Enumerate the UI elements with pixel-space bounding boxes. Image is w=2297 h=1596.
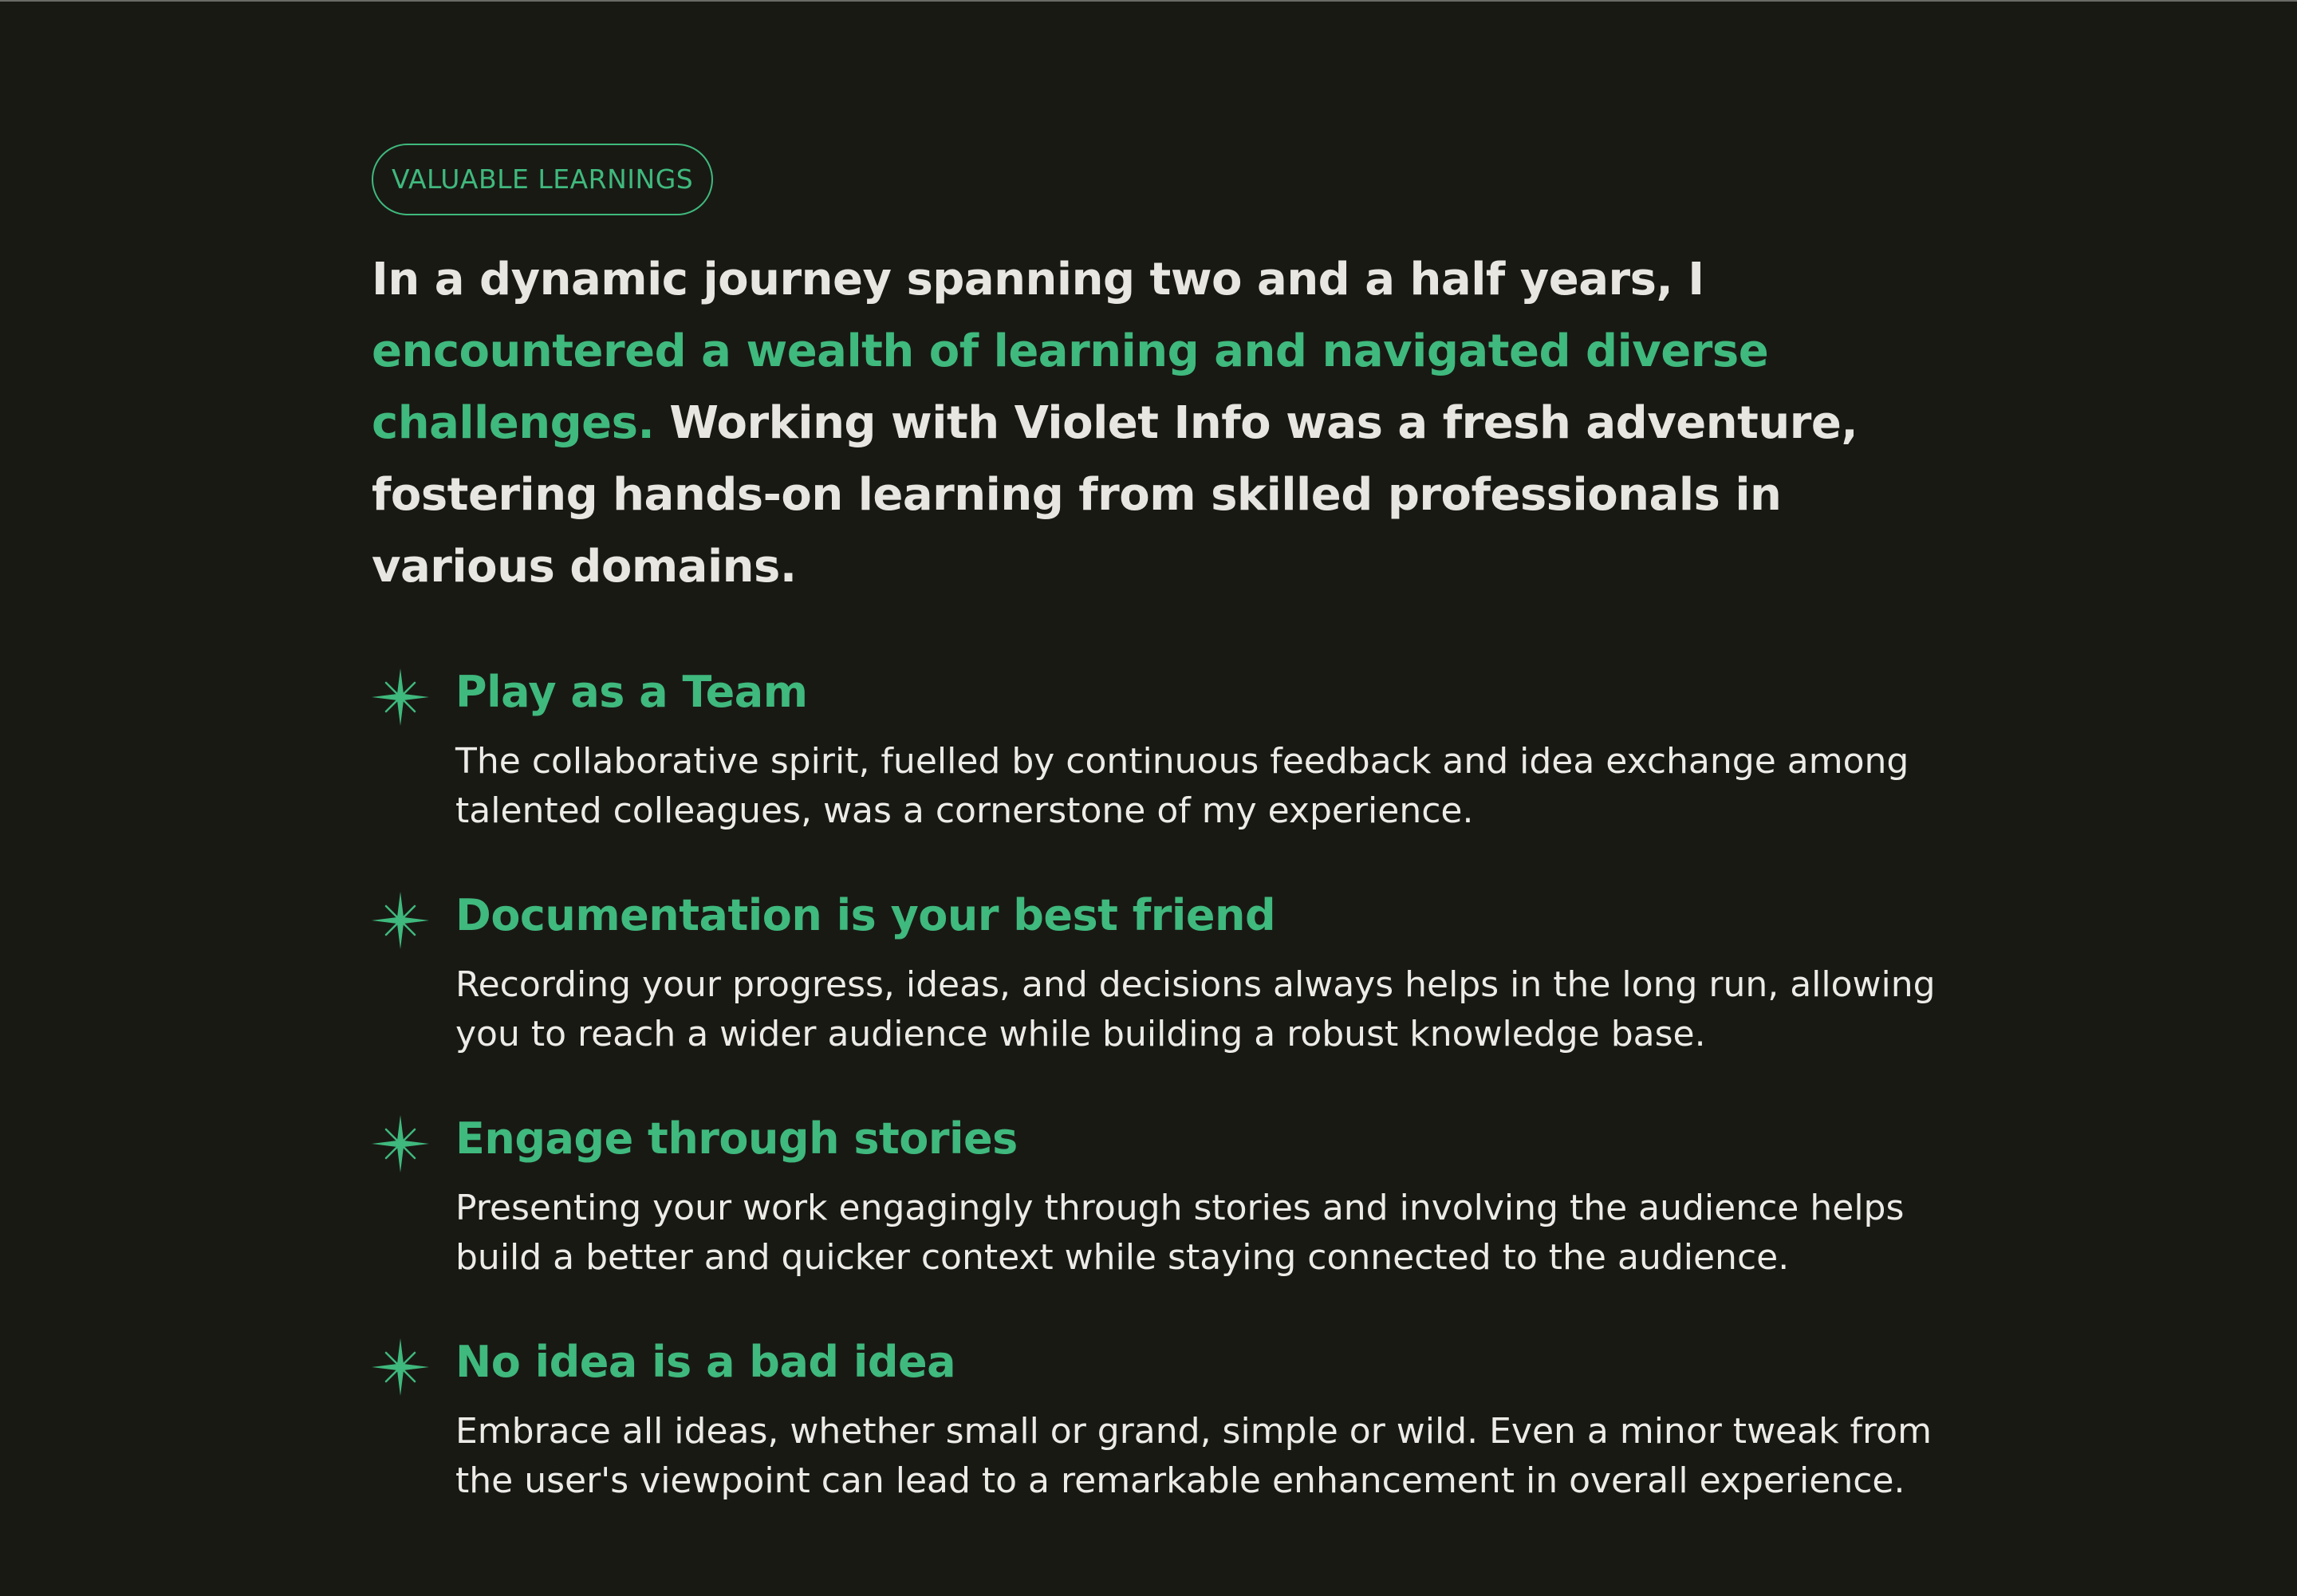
learning-title: Engage through stories bbox=[455, 1113, 1018, 1164]
learning-title: No idea is a bad idea bbox=[455, 1337, 956, 1387]
learnings-section bbox=[372, 144, 1935, 1554]
learning-description: Embrace all ideas, whether small or grand, simple or wild. Even a minor tweak from the user's viewpoint can lead to a remarkable enhancement in overall experience. bbox=[455, 1411, 1932, 1501]
learning-item bbox=[372, 1107, 1935, 1330]
intro-text-end: Working with Violet Info was a fresh adventure, fostering hands-on learning from skilled professionals in various domains. bbox=[372, 397, 1858, 593]
top-divider bbox=[0, 0, 2297, 2]
learning-item bbox=[372, 884, 1935, 1107]
sparkle-star-icon bbox=[372, 892, 429, 949]
section-tag: VALUABLE LEARNINGS bbox=[372, 144, 713, 215]
learnings-list bbox=[372, 660, 1935, 1554]
learning-description: Presenting your work engagingly through stories and involving the audience helps build a better and quicker context while staying connected to the audience. bbox=[455, 1188, 1905, 1278]
intro-paragraph bbox=[372, 244, 1935, 603]
learning-description: Recording your progress, ideas, and decisions always helps in the long run, allowing you to reach a wider audience while building a robust knowledge base. bbox=[455, 964, 1936, 1054]
learning-title: Documentation is your best friend bbox=[455, 890, 1276, 940]
sparkle-star-icon bbox=[372, 1338, 429, 1396]
learning-description: The collaborative spirit, fuelled by continuous feedback and idea exchange among talented colleagues, was a cornerstone of my experience. bbox=[455, 741, 1909, 831]
intro-highlight: encountered a wealth of learning and navigated diverse challenges. bbox=[372, 325, 1769, 449]
sparkle-star-icon bbox=[372, 1115, 429, 1172]
learning-item bbox=[372, 1330, 1935, 1554]
intro-text-start: In a dynamic journey spanning two and a half years, I bbox=[372, 254, 1704, 305]
learning-item bbox=[372, 660, 1935, 884]
learning-title: Play as a Team bbox=[455, 667, 808, 717]
sparkle-star-icon bbox=[372, 668, 429, 726]
